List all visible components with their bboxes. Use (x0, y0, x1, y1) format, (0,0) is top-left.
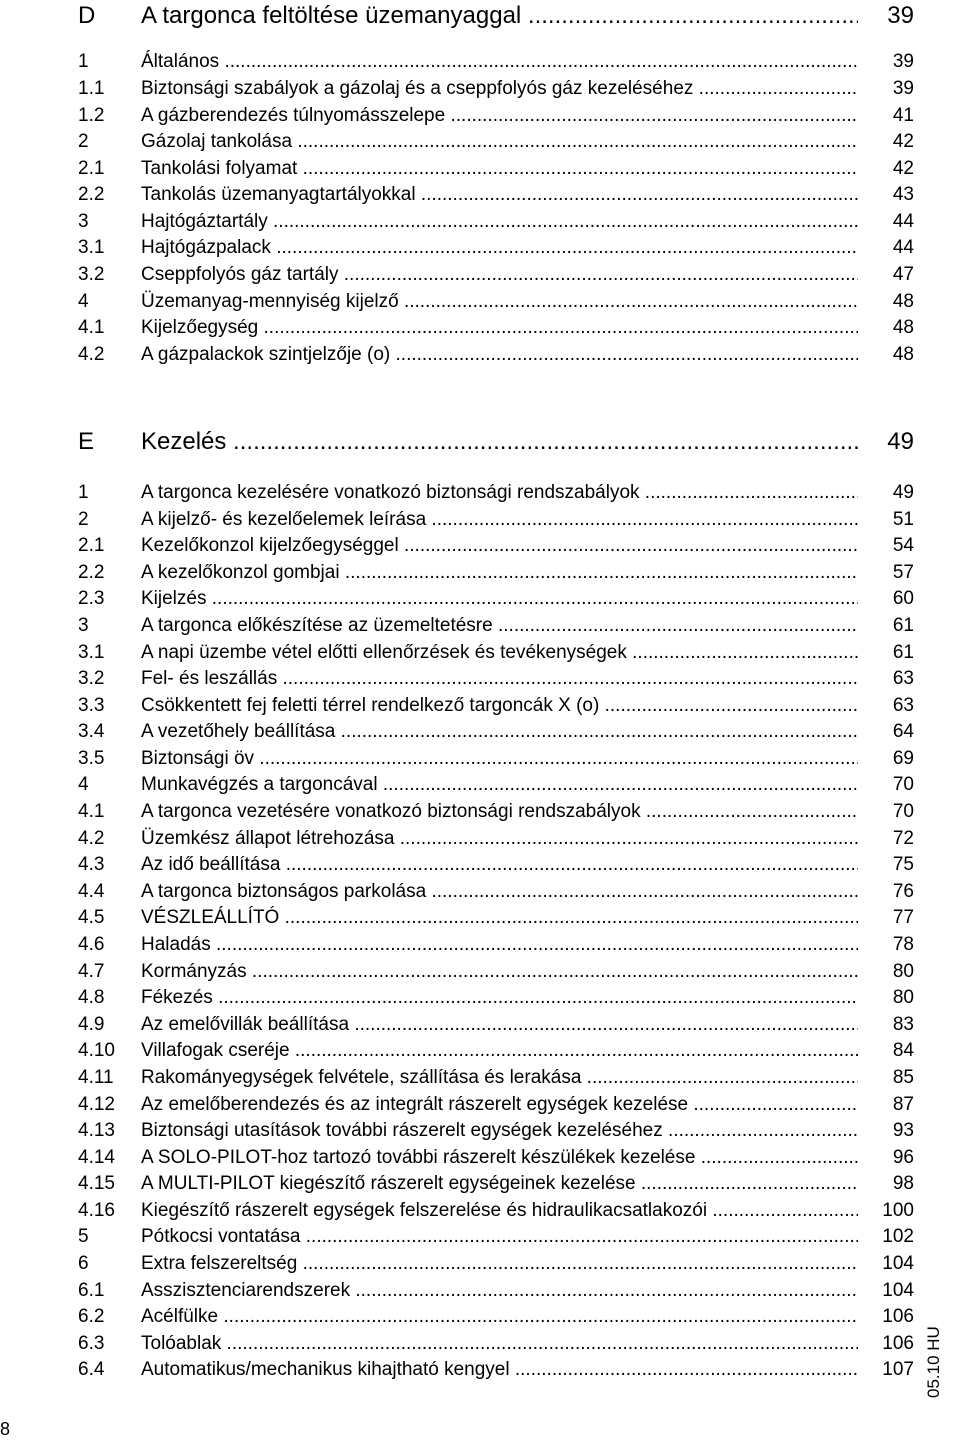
section-page: 39 (887, 2, 914, 29)
entry-title: A vezetőhely beállítása ..... (141, 719, 858, 745)
entry-title: A targonca biztonságos parkolása ..... (141, 879, 858, 905)
entry-page: 39 (892, 51, 914, 72)
toc-entry[interactable] (0, 905, 960, 931)
toc-entry[interactable] (0, 1331, 960, 1357)
entry-title: Biztonsági öv ..... (141, 746, 858, 772)
entry-page: 104 (882, 1280, 914, 1301)
entry-page: 70 (892, 801, 914, 822)
entry-number: 4.6 (78, 934, 105, 955)
toc-entry[interactable] (0, 772, 960, 798)
toc-entry[interactable] (0, 693, 960, 719)
entry-title: Hajtógáztartály ..... (141, 209, 858, 235)
entry-number: 3.2 (78, 668, 105, 689)
entry-page: 84 (892, 1040, 914, 1061)
toc-entry[interactable] (0, 209, 960, 235)
toc-entry[interactable] (0, 1357, 960, 1383)
toc-entry[interactable] (0, 879, 960, 905)
toc-entry[interactable] (0, 103, 960, 129)
entry-page: 42 (892, 131, 914, 152)
toc-entry[interactable] (0, 182, 960, 208)
toc-entry[interactable] (0, 1065, 960, 1091)
entry-title: Az emelővillák beállítása ..... (141, 1012, 858, 1038)
section-letter: D (78, 2, 96, 29)
entry-title: Cseppfolyós gáz tartály ..... (141, 262, 858, 288)
toc-entry[interactable] (0, 1304, 960, 1330)
entry-page: 93 (892, 1120, 914, 1141)
entry-title: Üzemkész állapot létrehozása ..... (141, 826, 858, 852)
entry-title: A kijelző- és kezelőelemek leírása ..... (141, 507, 858, 533)
entry-number: 3.4 (78, 721, 105, 742)
toc-entry[interactable] (0, 262, 960, 288)
toc-entry[interactable] (0, 799, 960, 825)
toc-entry[interactable] (0, 235, 960, 261)
toc-entry[interactable] (0, 932, 960, 958)
entry-page: 77 (892, 907, 914, 928)
toc-entry[interactable] (0, 342, 960, 368)
entry-title: Biztonsági utasítások további rászerelt egységek kezeléséhez ..... (141, 1118, 858, 1144)
entry-page: 78 (892, 934, 914, 955)
entry-number: 6 (78, 1253, 89, 1274)
entry-page: 72 (892, 828, 914, 849)
entry-number: 3.5 (78, 748, 105, 769)
entry-number: 3.2 (78, 264, 105, 285)
toc-entry[interactable] (0, 1145, 960, 1171)
entry-page: 54 (892, 535, 914, 556)
entry-number: 4.2 (78, 828, 105, 849)
entry-title: Rakományegységek felvétele, szállítása és lerakása ..... (141, 1065, 858, 1091)
entry-number: 4 (78, 774, 89, 795)
toc-entry[interactable] (0, 289, 960, 315)
entry-number: 4.1 (78, 801, 105, 822)
section-heading[interactable] (0, 0, 960, 32)
toc-entry[interactable] (0, 1012, 960, 1038)
toc-entry[interactable] (0, 533, 960, 559)
entry-number: 6.4 (78, 1359, 105, 1380)
entry-page: 61 (892, 642, 914, 663)
entry-number: 4.3 (78, 854, 105, 875)
entry-page: 106 (882, 1306, 914, 1327)
entry-page: 76 (892, 881, 914, 902)
entry-number: 6.1 (78, 1280, 105, 1301)
section-title: Kezelés ..... (141, 426, 858, 458)
entry-page: 63 (892, 668, 914, 689)
toc-entry[interactable] (0, 1171, 960, 1197)
entry-title: Kezelőkonzol kijelzőegységgel ..... (141, 533, 858, 559)
entry-page: 64 (892, 721, 914, 742)
toc-entry[interactable] (0, 76, 960, 102)
toc-entry[interactable] (0, 985, 960, 1011)
entry-page: 61 (892, 615, 914, 636)
entry-title: Fel- és leszállás ..... (141, 666, 858, 692)
toc-entry[interactable] (0, 156, 960, 182)
entry-page: 60 (892, 588, 914, 609)
entry-number: 4.13 (78, 1120, 115, 1141)
entry-page: 85 (892, 1067, 914, 1088)
entry-title: Kijelzés ..... (141, 586, 858, 612)
entry-title: Az idő beállítása ..... (141, 852, 858, 878)
entry-number: 4.12 (78, 1094, 115, 1115)
entry-title: Hajtógázpalack ..... (141, 235, 858, 261)
entry-page: 98 (892, 1173, 914, 1194)
entry-title: Automatikus/mechanikus kihajtható kengyel ..... (141, 1357, 858, 1383)
toc-entry[interactable] (0, 1118, 960, 1144)
entry-title: Fékezés ..... (141, 985, 858, 1011)
entry-title: Kiegészítő rászerelt egységek felszerelése és hidraulikacsatlakozói ..... (141, 1198, 858, 1224)
entry-page: 44 (892, 211, 914, 232)
entry-title: A MULTI-PILOT kiegészítő rászerelt egységeinek kezelése ..... (141, 1171, 858, 1197)
toc-entry[interactable] (0, 1038, 960, 1064)
toc-entry[interactable] (0, 507, 960, 533)
toc-entry[interactable] (0, 852, 960, 878)
entry-page: 63 (892, 695, 914, 716)
entry-title: Asszisztenciarendszerek ..... (141, 1278, 858, 1304)
entry-number: 2.1 (78, 158, 105, 179)
entry-title: Csökkentett fej feletti térrel rendelkező targoncák X (o) ..... (141, 693, 858, 719)
entry-number: 4.9 (78, 1014, 105, 1035)
entry-number: 5 (78, 1226, 89, 1247)
entry-page: 80 (892, 987, 914, 1008)
entry-title: Extra felszereltség ..... (141, 1251, 858, 1277)
entry-number: 3.1 (78, 642, 105, 663)
entry-page: 41 (892, 105, 914, 126)
entry-number: 4.16 (78, 1200, 115, 1221)
entry-title: Tankolási folyamat ..... (141, 156, 858, 182)
toc-entry[interactable] (0, 719, 960, 745)
entry-number: 4.2 (78, 344, 105, 365)
entry-page: 42 (892, 158, 914, 179)
toc-entry[interactable] (0, 480, 960, 506)
toc-entry[interactable] (0, 613, 960, 639)
entry-title: Kijelzőegység ..... (141, 315, 858, 341)
entry-page: 44 (892, 237, 914, 258)
document-code: 05.10 HU (924, 1326, 943, 1398)
entry-title: A napi üzembe vétel előtti ellenőrzések és tevékenységek ..... (141, 640, 858, 666)
entry-title: A kezelőkonzol gombjai ..... (141, 560, 858, 586)
entry-page: 80 (892, 961, 914, 982)
entry-number: 1 (78, 51, 89, 72)
entry-title: A targonca kezelésére vonatkozó biztonsági rendszabályok ..... (141, 480, 858, 506)
toc-entry[interactable] (0, 746, 960, 772)
entry-page: 48 (892, 291, 914, 312)
entry-number: 4.10 (78, 1040, 115, 1061)
entry-number: 3.1 (78, 237, 105, 258)
toc-entry[interactable] (0, 826, 960, 852)
entry-number: 2 (78, 509, 89, 530)
toc-entry[interactable] (0, 1092, 960, 1118)
toc-entry[interactable] (0, 49, 960, 75)
entry-title: Villafogak cseréje ..... (141, 1038, 858, 1064)
entry-title: Pótkocsi vontatása ..... (141, 1224, 858, 1250)
section-page: 49 (887, 428, 914, 455)
section-title: A targonca feltöltése üzemanyaggal ..... (141, 0, 858, 32)
entry-number: 4.11 (78, 1067, 114, 1088)
entry-number: 6.2 (78, 1306, 105, 1327)
toc-entry[interactable] (0, 640, 960, 666)
entry-number: 3 (78, 211, 89, 232)
toc-entry[interactable] (0, 1278, 960, 1304)
entry-number: 4.7 (78, 961, 105, 982)
toc-entry[interactable] (0, 1251, 960, 1277)
toc-entry[interactable] (0, 315, 960, 341)
toc-entry[interactable] (0, 959, 960, 985)
entry-number: 1.1 (78, 78, 105, 99)
entry-page: 104 (882, 1253, 914, 1274)
section-heading[interactable] (0, 426, 960, 458)
entry-title: A targonca előkészítése az üzemeltetésre ..... (141, 613, 858, 639)
entry-page: 75 (892, 854, 914, 875)
entry-number: 4.1 (78, 317, 105, 338)
entry-title: Üzemanyag-mennyiség kijelző ..... (141, 289, 858, 315)
entry-page: 47 (892, 264, 914, 285)
entry-title: Általános ..... (141, 49, 858, 75)
entry-number: 4.5 (78, 907, 105, 928)
toc-entry[interactable] (0, 586, 960, 612)
entry-title: VÉSZLEÁLLÍTÓ ..... (141, 905, 858, 931)
section-letter: E (78, 428, 95, 455)
entry-page: 102 (882, 1226, 914, 1247)
entry-page: 48 (892, 344, 914, 365)
entry-page: 100 (882, 1200, 914, 1221)
entry-title: Az emelőberendezés és az integrált rászerelt egységek kezelése ..... (141, 1092, 858, 1118)
entry-title: A SOLO-PILOT-hoz tartozó további rászerelt készülékek kezelése ..... (141, 1145, 858, 1171)
entry-page: 69 (892, 748, 914, 769)
toc-entry[interactable] (0, 129, 960, 155)
entry-title: Gázolaj tankolása ..... (141, 129, 858, 155)
entry-page: 49 (892, 482, 914, 503)
entry-number: 4.8 (78, 987, 105, 1008)
entry-page: 107 (882, 1359, 914, 1380)
entry-number: 4.14 (78, 1147, 115, 1168)
entry-page: 39 (892, 78, 914, 99)
entry-title: Tolóablak ..... (141, 1331, 858, 1357)
entry-page: 70 (892, 774, 914, 795)
entry-number: 1.2 (78, 105, 105, 126)
entry-number: 4 (78, 291, 89, 312)
page-number: 8 (0, 1419, 11, 1439)
entry-title: A gázpalackok szintjelzője (o) ..... (141, 342, 858, 368)
entry-number: 2.1 (78, 535, 105, 556)
entry-number: 2 (78, 131, 89, 152)
entry-number: 3 (78, 615, 89, 636)
toc-entry[interactable] (0, 1198, 960, 1224)
entry-number: 4.15 (78, 1173, 115, 1194)
entry-title: Haladás ..... (141, 932, 858, 958)
entry-page: 43 (892, 184, 914, 205)
entry-page: 51 (892, 509, 914, 530)
entry-title: A gázberendezés túlnyomásszelepe ..... (141, 103, 858, 129)
entry-page: 57 (892, 562, 914, 583)
toc-entry[interactable] (0, 560, 960, 586)
entry-number: 1 (78, 482, 89, 503)
entry-number: 2.2 (78, 562, 105, 583)
entry-number: 2.3 (78, 588, 105, 609)
entry-page: 96 (892, 1147, 914, 1168)
entry-title: Kormányzás ..... (141, 959, 858, 985)
entry-number: 6.3 (78, 1333, 105, 1354)
entry-page: 106 (882, 1333, 914, 1354)
toc-entry[interactable] (0, 1224, 960, 1250)
entry-title: Biztonsági szabályok a gázolaj és a cseppfolyós gáz kezeléséhez ..... (141, 76, 858, 102)
toc-entry[interactable] (0, 666, 960, 692)
entry-number: 2.2 (78, 184, 105, 205)
entry-page: 83 (892, 1014, 914, 1035)
entry-title: Munkavégzés a targoncával ..... (141, 772, 858, 798)
entry-number: 3.3 (78, 695, 105, 716)
entry-page: 87 (892, 1094, 914, 1115)
entry-title: A targonca vezetésére vonatkozó biztonsági rendszabályok ..... (141, 799, 858, 825)
entry-number: 4.4 (78, 881, 105, 902)
entry-page: 48 (892, 317, 914, 338)
entry-title: Acélfülke ..... (141, 1304, 858, 1330)
entry-title: Tankolás üzemanyagtartályokkal ..... (141, 182, 858, 208)
